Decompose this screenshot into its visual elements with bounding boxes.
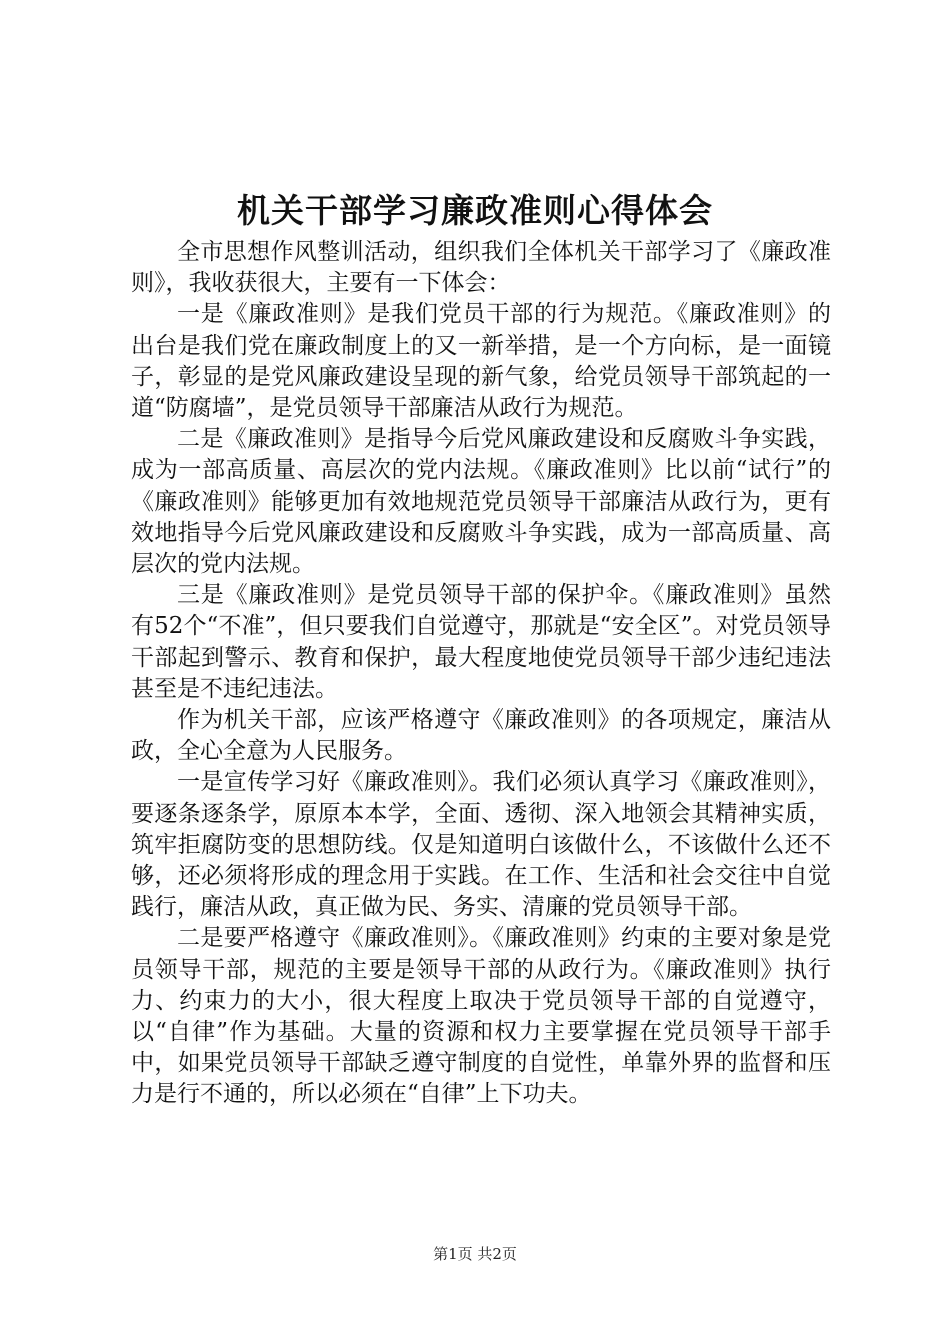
document-body [131,237,831,1111]
document-title: 机关干部学习廉政准则心得体会 [237,191,713,230]
paragraph-intro: 全市思想作风整训活动，组织我们全体机关干部学习了《廉政准则》，我收获很大，主要有一下体会： [131,239,831,297]
page-number-footer: 第1页 共2页 [433,1245,517,1263]
paragraph-point-1: 一是《廉政准则》是我们党员干部的行为规范。《廉政准则》的出台是我们党在廉政制度上的又一新举措，是一个方向标，是一面镜子，彰显的是党风廉政建设呈现的新气象，给党员领导干部筑起的一道“防腐墙”，是党员领导干部廉洁从政行为规范。 [131,301,831,422]
paragraph-point-3: 三是《廉政准则》是党员领导干部的保护伞。《廉政准则》虽然有52个“不准”，但只要我们自觉遵守，那就是“安全区”。对党员领导干部起到警示、教育和保护，最大程度地使党员领导干部少违纪违法甚至是不违纪违法。 [131,582,831,702]
paragraph-action-1: 一是宣传学习好《廉政准则》。我们必须认真学习《廉政准则》，要逐条逐条学，原原本本学，全面、透彻、深入地领会其精神实质，筑牢拒腐防变的思想防线。仅是知道明白该做什么，不该做什么还不够，还必须将形成的理念用于实践。在工作、生活和社会交往中自觉践行，廉洁从政，真正做为民、务实、清廉的党员领导干部。 [131,769,831,921]
paragraph-action-2: 二是要严格遵守《廉政准则》。《廉政准则》约束的主要对象是党员领导干部，规范的主要是领导干部的从政行为。《廉政准则》执行力、约束力的大小，很大程度上取决于党员领导干部的自觉遵守，以“自律”作为基础。大量的资源和权力主要掌握在党员领导干部手中，如果党员领导干部缺乏遵守制度的自觉性，单靠外界的监督和压力是行不通的，所以必须在“自律”上下功夫。 [131,925,831,1108]
paragraph-point-2: 二是《廉政准则》是指导今后党风廉政建设和反腐败斗争实践，成为一部高质量、高层次的党内法规。《廉政准则》比以前“试行”的《廉政准则》能够更加有效地规范党员领导干部廉洁从政行为，更有效地指导今后党风廉政建设和反腐败斗争实践，成为一部高质量、高层次的党内法规。 [131,426,831,578]
paragraph-transition: 作为机关干部，应该严格遵守《廉政准则》的各项规定，廉洁从政，全心全意为人民服务。 [131,707,831,765]
